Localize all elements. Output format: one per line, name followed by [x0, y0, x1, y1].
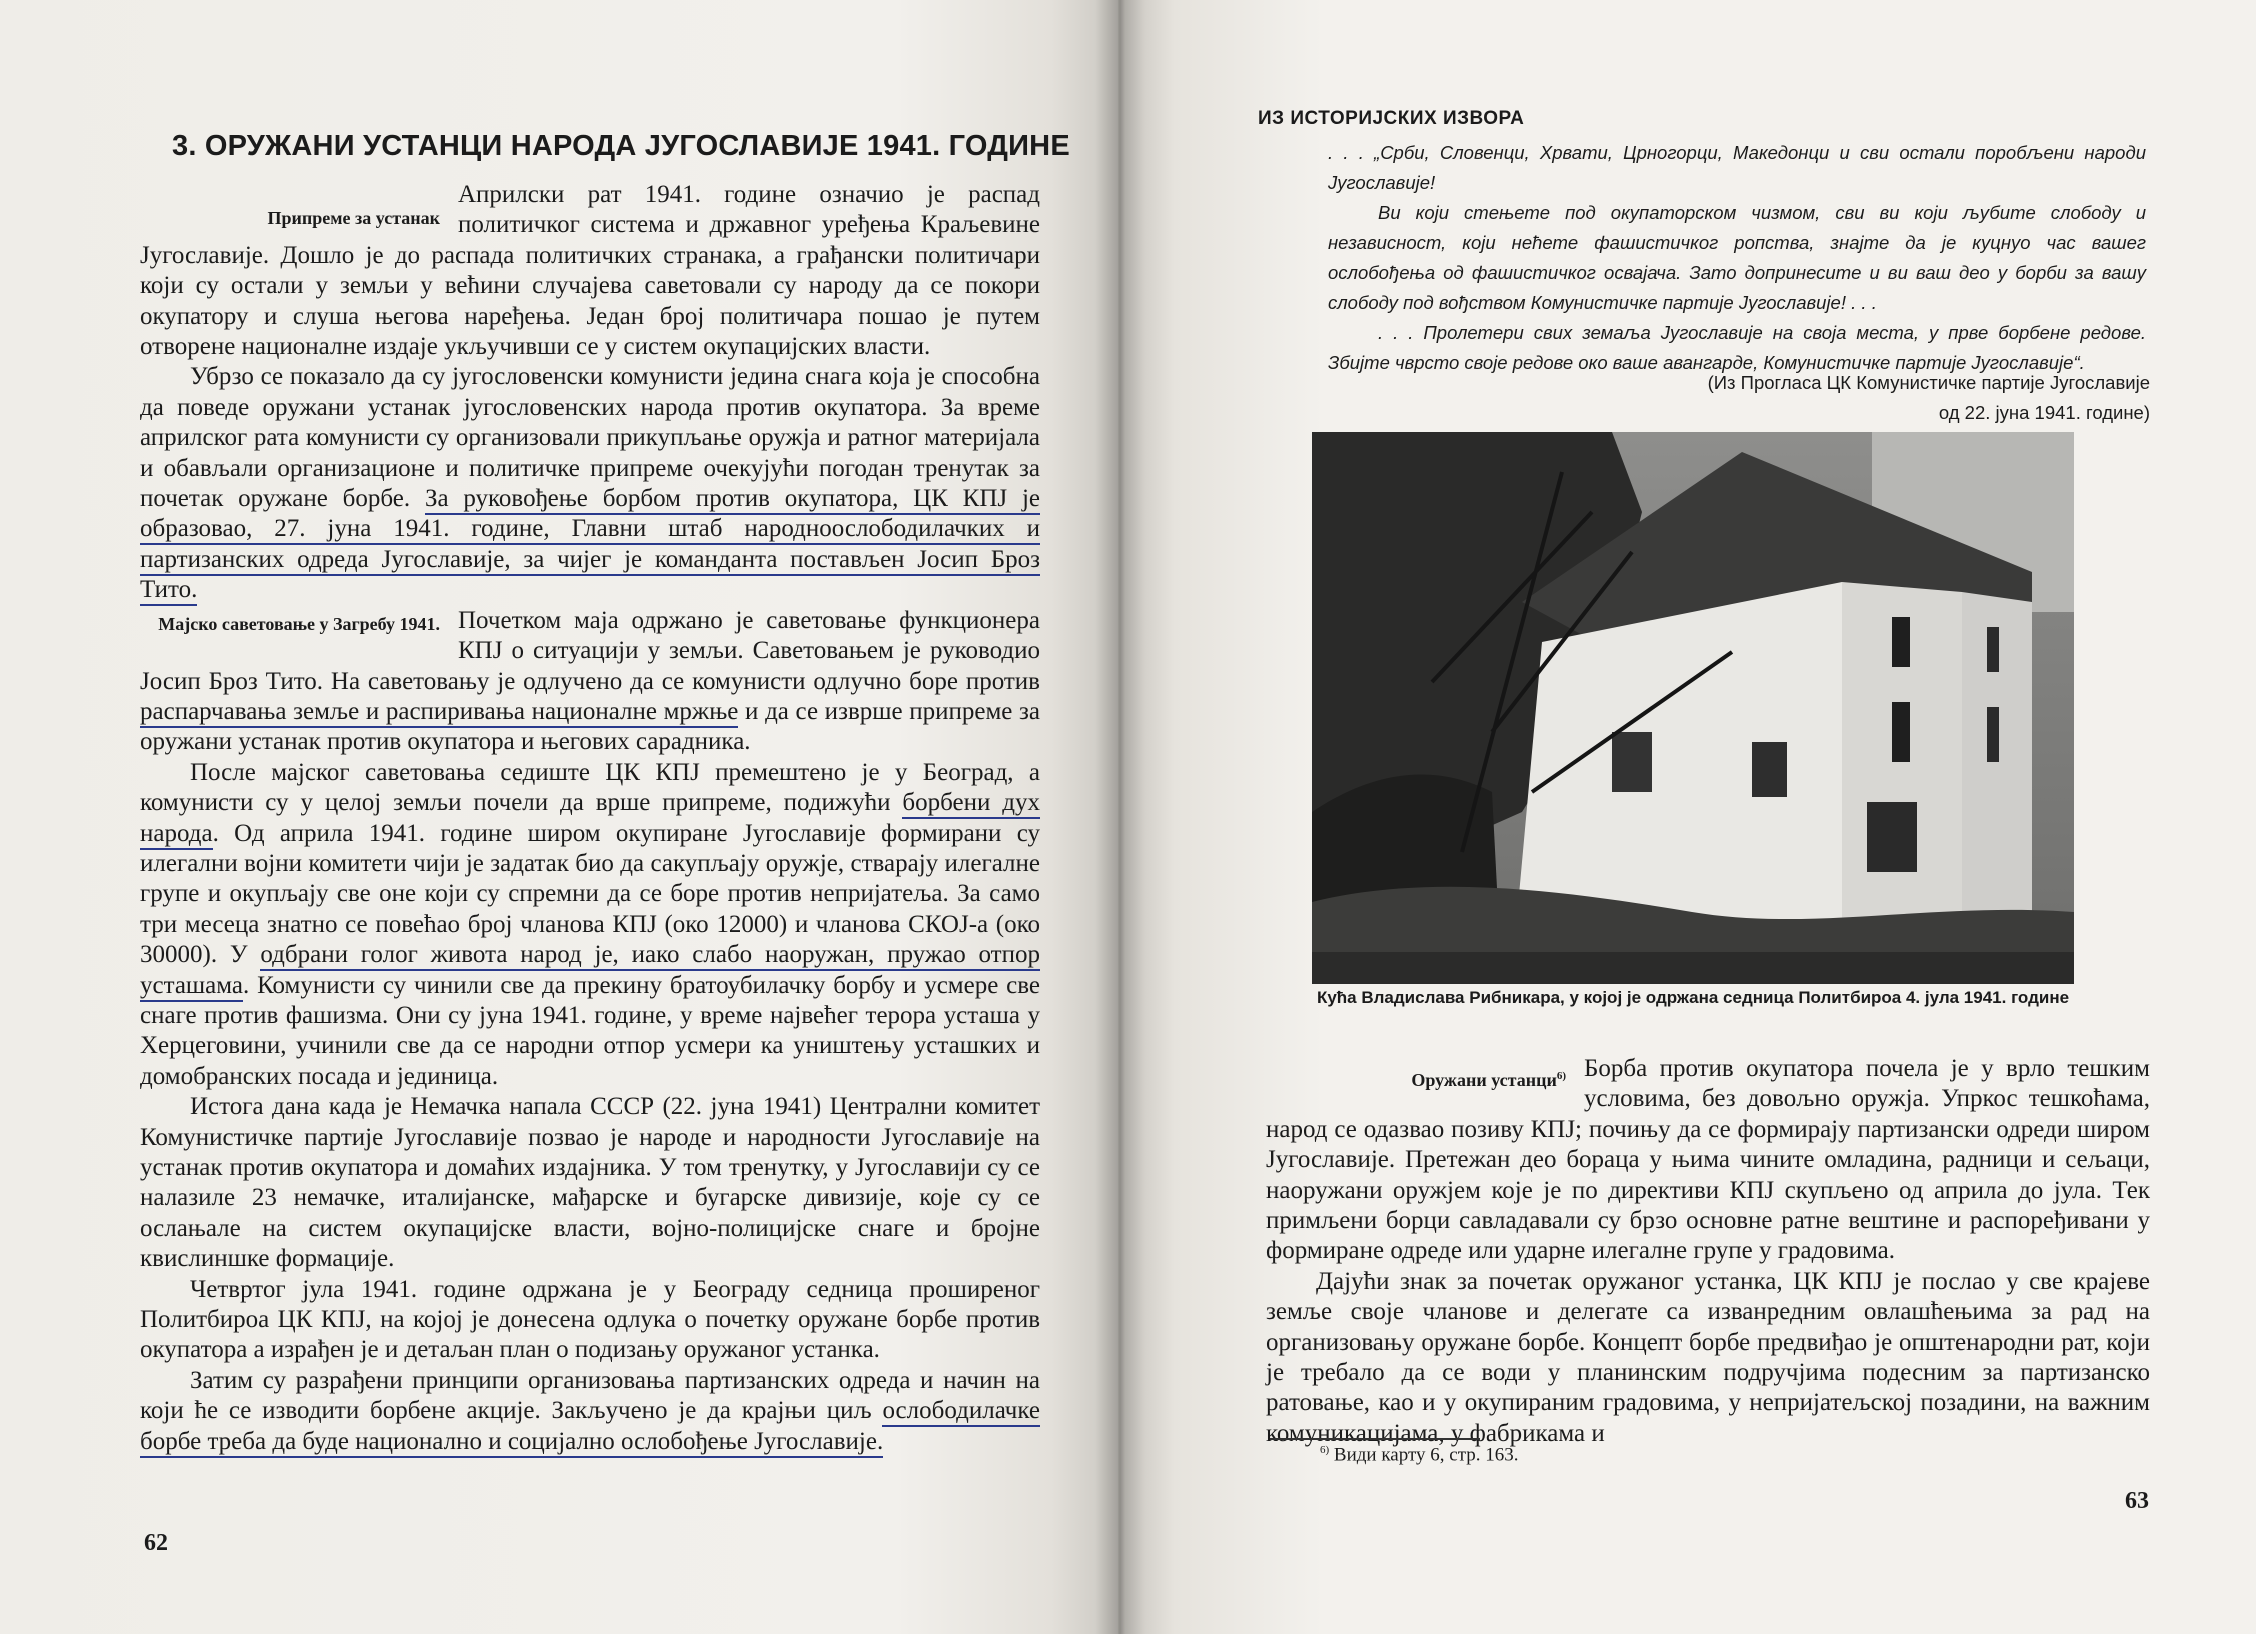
paragraph-7: Затим су разрађени принципи организовања партизанских одреда и начин на који ће се изводити борбене акције. Закључено је да крајњи циљ: [140, 1366, 1040, 1425]
side-heading-may-consultation: Мајско саветовање у Загребу 1941.: [158, 613, 440, 634]
house-illustration: [1312, 432, 2074, 984]
paragraph-4-mid: . Од априла 1941. године широм окупиране Југославије формирани су илегални војни комитети чији је задатак био да сакупљају оружје, стварају илегалне групе и окупљају све оне који су спремни да се боре против непријатеља. За само три месеца знатно се повећао број чланова КПЈ (око 12000) и чланова СКОЈ-а (око 30000). У: [140, 819, 1040, 969]
underlined-passage-partition: распарчавања земље и распиривања националне мржње: [140, 698, 738, 728]
paragraph-3: Почетком маја одржано је саветовање функционера КПЈ о ситуацији у земљи. Саветовањем је руководио Јосип Броз Тито. На саветовању је одлучено да се комунисти одлучно боре против: [140, 606, 1040, 695]
quote-paragraph-3: . . . Пролетери свих земаља Југославије на своја места, у прве борбене редове. Збијте чврсто своје редове око ваше авангарде, Комунистичке партије Југославије“.: [1328, 322, 2146, 373]
footnote-text: Види карту 6, стр. 163.: [1333, 1444, 1519, 1466]
paragraph-5: Истога дана када је Немачка напала СССР (22. јуна 1941) Централни комитет Комунистичке партије Југославије позвао је народе и народности Југославије на устанак против окупатора и домаћих издајника. У том тренутку, у Југославији су се налазиле 23 немачке, италијанске, мађарске и бугарске дивизије, које су се ослањале на систем окупацијске власти, војно-полицијске снаге и бројне квислиншке формације.: [140, 1093, 1040, 1273]
right-paragraph-1: Борба против окупатора почела је у врло тешким условима, без довољно оружја. Упркос тешкоћама, народ се одазвао позиву КПЈ; почињу да се формирају партизански одреди широм Југославије. Претежан део бораца у њима чините омладина, радници и сељаци, наоружани оружјем које је по директиви КПЈ скупљено од априла до јула. Тек примљени борци савладавали су брзо основне ратне вештине и распоређивани у формиране одреде или ударне илегалне групе у градовима.: [1266, 1055, 2150, 1265]
underlined-passage-resistance: одбрани голог живота народ је, иако слабо наоружан, пружао отпор усташама: [140, 941, 1040, 1001]
paragraph-4-end: . Комунисти су чинили све да прекину братоубилачку борбу и усмере све снаге против фашизма. Они су јуна 1941. године, у време највећег терора усташа у Херцеговини, учинили све да се народни отпор усмери ка уништењу усташких и домобранских посада и јединица.: [140, 971, 1040, 1090]
paragraph-1: Априлски рат 1941. године означио је распад политичког система и државног уређења Краљевине Југославије. Дошло је до распада политичких странака, а грађански политичари који су остали у земљи у већини случајева саветовали су народу да се покори окупатору и слуша његова наређења. Један број политичара пошао је путем отворене националне издаје укључивши се у систем окупацијских власти.: [140, 181, 1040, 361]
paragraph-6: Четвртог јула 1941. године одржана је у Београду седница проширеног Политбироа ЦК КПЈ, на којој је донесена одлука о почетку оружане борбе против окупатора а израђен је и детаљан план о подизању оружаног устанка.: [140, 1275, 1040, 1364]
underlined-passage-final-goal: ослободилачке борбе треба да буде национално и социјално ослобођење Југославије.: [140, 1397, 1040, 1457]
footnote-ref: 6): [1556, 1070, 1566, 1082]
underlined-passage-fighting-spirit: борбени дух народа: [140, 789, 1040, 849]
right-page-body: [1266, 1054, 2150, 1449]
footnote-mark: 6): [1320, 1444, 1330, 1456]
paragraph-2: Убрзо се показало да су југословенски комунисти једина снага која је способна да поведе оружани устанак југословенских народа против окупатора. За време априлског рата комунисти су организовали прикупљање оружја и ратног материјала и обављали организационе и политичке припреме очекујући погодан тренутак за почетак оружане борбе.: [140, 363, 1040, 513]
footnote: [1320, 1444, 1519, 1466]
paragraph-4: После мајског саветовања седиште ЦК КПЈ премештено је у Београд, а комунисти су у целој земљи почели да врше припреме, подижући: [140, 758, 1040, 817]
chapter-title: 3. ОРУЖАНИ УСТАНЦИ НАРОДА ЈУГОСЛАВИЈЕ 1941. ГОДИНЕ: [172, 130, 1070, 162]
side-heading-armed-uprisings: [1266, 1064, 1566, 1092]
historical-quote: [1328, 138, 2146, 378]
source-citation: (Из Прогласа ЦК Комунистичке партије Југославије од 22. јуна 1941. године): [1707, 372, 2150, 423]
footnote-rule: [1270, 1438, 1480, 1440]
house-photo: [1312, 432, 2074, 984]
book-gutter: [1095, 0, 1145, 1634]
side-heading-armed-uprisings-text: Оружани устанци: [1411, 1070, 1557, 1090]
photo-caption: Кућа Владислава Рибникара, у којој је одржана седница Политбироа 4. јула 1941. године: [1316, 988, 2070, 1007]
page-number-left: 62: [144, 1530, 168, 1556]
left-page: [0, 0, 1118, 1634]
underlined-passage-main-staff: За руковођење борбом против окупатора, ЦК КПЈ је образовао, 27. јуна 1941. године, Главни штаб народноослободилачких и партизанских одреда Југославије, за чијег је команданта постављен Јосип Броз Тито.: [140, 485, 1040, 606]
quote-paragraph-1: . . . „Срби, Словенци, Хрвати, Црногорци, Македонци и сви остали поробљени народи Југославије!: [1328, 142, 2146, 193]
paragraph-3-end: и да се изврше припреме за оружани устанак против окупатора и његових сарадника.: [140, 697, 1041, 756]
quote-paragraph-2: Ви који стењете под окупаторском чизмом, сви ви који љубите слободу и независност, који нећете фашистичког ропства, знајте да је куцнуо час вашег ослобођења од фашистичког освајача. Зато допринесите и ви ваш део у борби за вашу слободу под вођством Комунистичке партије Југославије! . . .: [1328, 202, 2146, 313]
sources-heading: ИЗ ИСТОРИЈСКИХ ИЗВОРА: [1258, 108, 1525, 129]
side-heading-preparations: Припреме за устанак: [267, 208, 440, 228]
right-paragraph-2: Дајући знак за почетак оружаног устанка, ЦК КПЈ је послао у све крајеве земље своје чланове и делегате са изванредним овлашћењима за рад на организовању оружане борбе. Концепт борбе предвиђао је општенародни рат, који је требало да се води у планинским подручјима подесним за партизанско ратовање, као и у окупираним градовима, у непријатељској позадини, на важним комуникацијама, у фабрикама и: [1266, 1267, 2150, 1447]
page-number-right: 63: [2125, 1488, 2149, 1514]
left-page-body: [140, 180, 1040, 1457]
